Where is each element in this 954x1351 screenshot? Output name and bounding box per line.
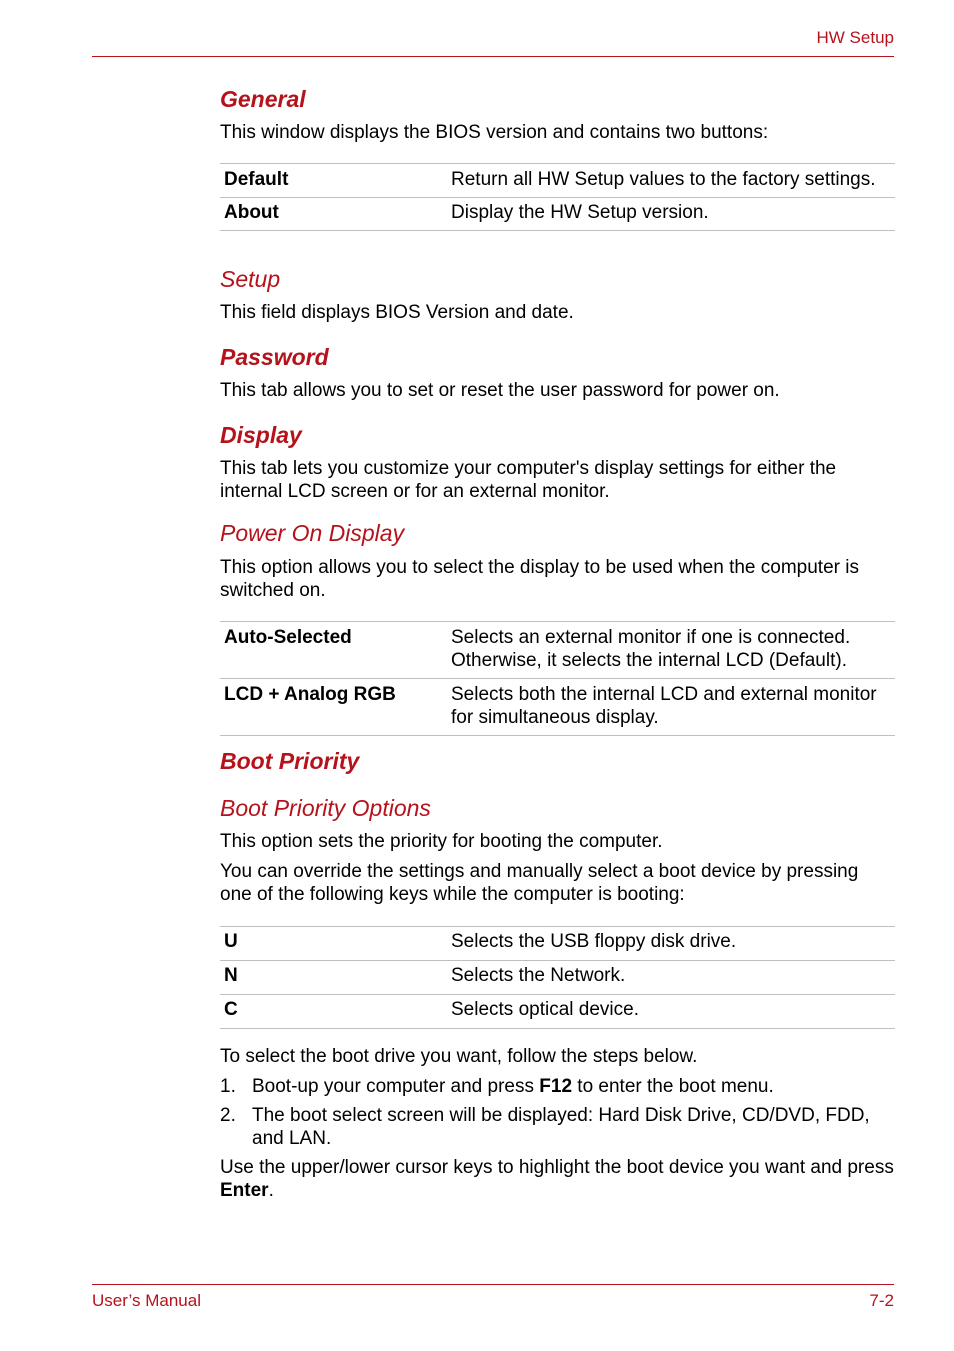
step-number: 1. bbox=[220, 1076, 236, 1097]
step-text: The boot select screen will be displayed: Hard Disk Drive, CD/DVD, FDD, and LAN. bbox=[252, 1105, 870, 1149]
section-heading-password: Password bbox=[220, 344, 329, 370]
table-value: Selects the USB floppy disk drive. bbox=[451, 927, 895, 961]
table-value: Return all HW Setup values to the factory settings. bbox=[451, 164, 895, 198]
step-text: Boot-up your computer and press bbox=[252, 1076, 540, 1097]
boot-priority-text-1: This option sets the priority for booting the computer. bbox=[220, 831, 663, 852]
footer-manual-title: User’s Manual bbox=[92, 1291, 201, 1310]
general-buttons-table bbox=[220, 163, 895, 231]
closing-key: Enter bbox=[220, 1180, 269, 1201]
list-item bbox=[220, 1075, 894, 1098]
running-header-title: HW Setup bbox=[816, 28, 894, 47]
password-text: This tab allows you to set or reset the user password for power on. bbox=[220, 380, 780, 401]
section-heading-boot-priority-options: Boot Priority Options bbox=[220, 795, 431, 821]
table-row bbox=[220, 927, 895, 961]
table-key: C bbox=[220, 995, 451, 1029]
closing-text: Use the upper/lower cursor keys to highlight the boot device you want and press bbox=[220, 1157, 894, 1178]
section-heading-general: General bbox=[220, 86, 306, 112]
closing-paragraph bbox=[220, 1156, 894, 1202]
display-text: This tab lets you customize your computer's display settings for either the internal LCD screen or for an external monitor. bbox=[220, 458, 837, 502]
step-key: F12 bbox=[539, 1076, 573, 1097]
table-key: U bbox=[220, 927, 451, 961]
list-item bbox=[220, 1104, 894, 1150]
table-key: Default bbox=[220, 164, 451, 198]
boot-priority-text-2: You can override the settings and manually select a boot device by pressing one of the following keys while the computer is booting: bbox=[220, 861, 859, 905]
steps-intro: To select the boot drive you want, follow the steps below. bbox=[220, 1046, 698, 1067]
table-row bbox=[220, 679, 895, 736]
table-value: Selects an external monitor if one is connected. Otherwise, it selects the internal LCD (Default). bbox=[451, 622, 895, 679]
footer-rule bbox=[92, 1284, 894, 1285]
table-row bbox=[220, 995, 895, 1029]
boot-keys-table bbox=[220, 926, 895, 1029]
section-heading-boot-priority: Boot Priority bbox=[220, 748, 360, 774]
steps-list bbox=[220, 1075, 894, 1156]
table-row bbox=[220, 961, 895, 995]
table-value: Selects both the internal LCD and external monitor for simultaneous display. bbox=[451, 679, 895, 736]
table-key: Auto-Selected bbox=[220, 622, 451, 679]
header-rule bbox=[92, 56, 894, 57]
power-on-display-table bbox=[220, 621, 895, 736]
table-row bbox=[220, 198, 895, 231]
table-value: Selects optical device. bbox=[451, 995, 895, 1029]
section-heading-power-on-display: Power On Display bbox=[220, 520, 405, 546]
step-text-after: to enter the boot menu. bbox=[572, 1076, 774, 1097]
table-key: LCD + Analog RGB bbox=[220, 679, 451, 736]
table-row bbox=[220, 622, 895, 679]
power-on-display-text: This option allows you to select the display to be used when the computer is switched on. bbox=[220, 557, 859, 601]
table-value: Selects the Network. bbox=[451, 961, 895, 995]
section-heading-setup: Setup bbox=[220, 266, 281, 292]
table-key: About bbox=[220, 198, 451, 231]
closing-text-after: . bbox=[268, 1180, 274, 1201]
step-number: 2. bbox=[220, 1105, 236, 1126]
table-key: N bbox=[220, 961, 451, 995]
table-row bbox=[220, 164, 895, 198]
section-heading-display: Display bbox=[220, 422, 302, 448]
general-intro: This window displays the BIOS version and contains two buttons: bbox=[220, 122, 769, 143]
setup-text: This field displays BIOS Version and date. bbox=[220, 302, 574, 323]
table-value: Display the HW Setup version. bbox=[451, 198, 895, 231]
page-number: 7-2 bbox=[869, 1291, 894, 1310]
